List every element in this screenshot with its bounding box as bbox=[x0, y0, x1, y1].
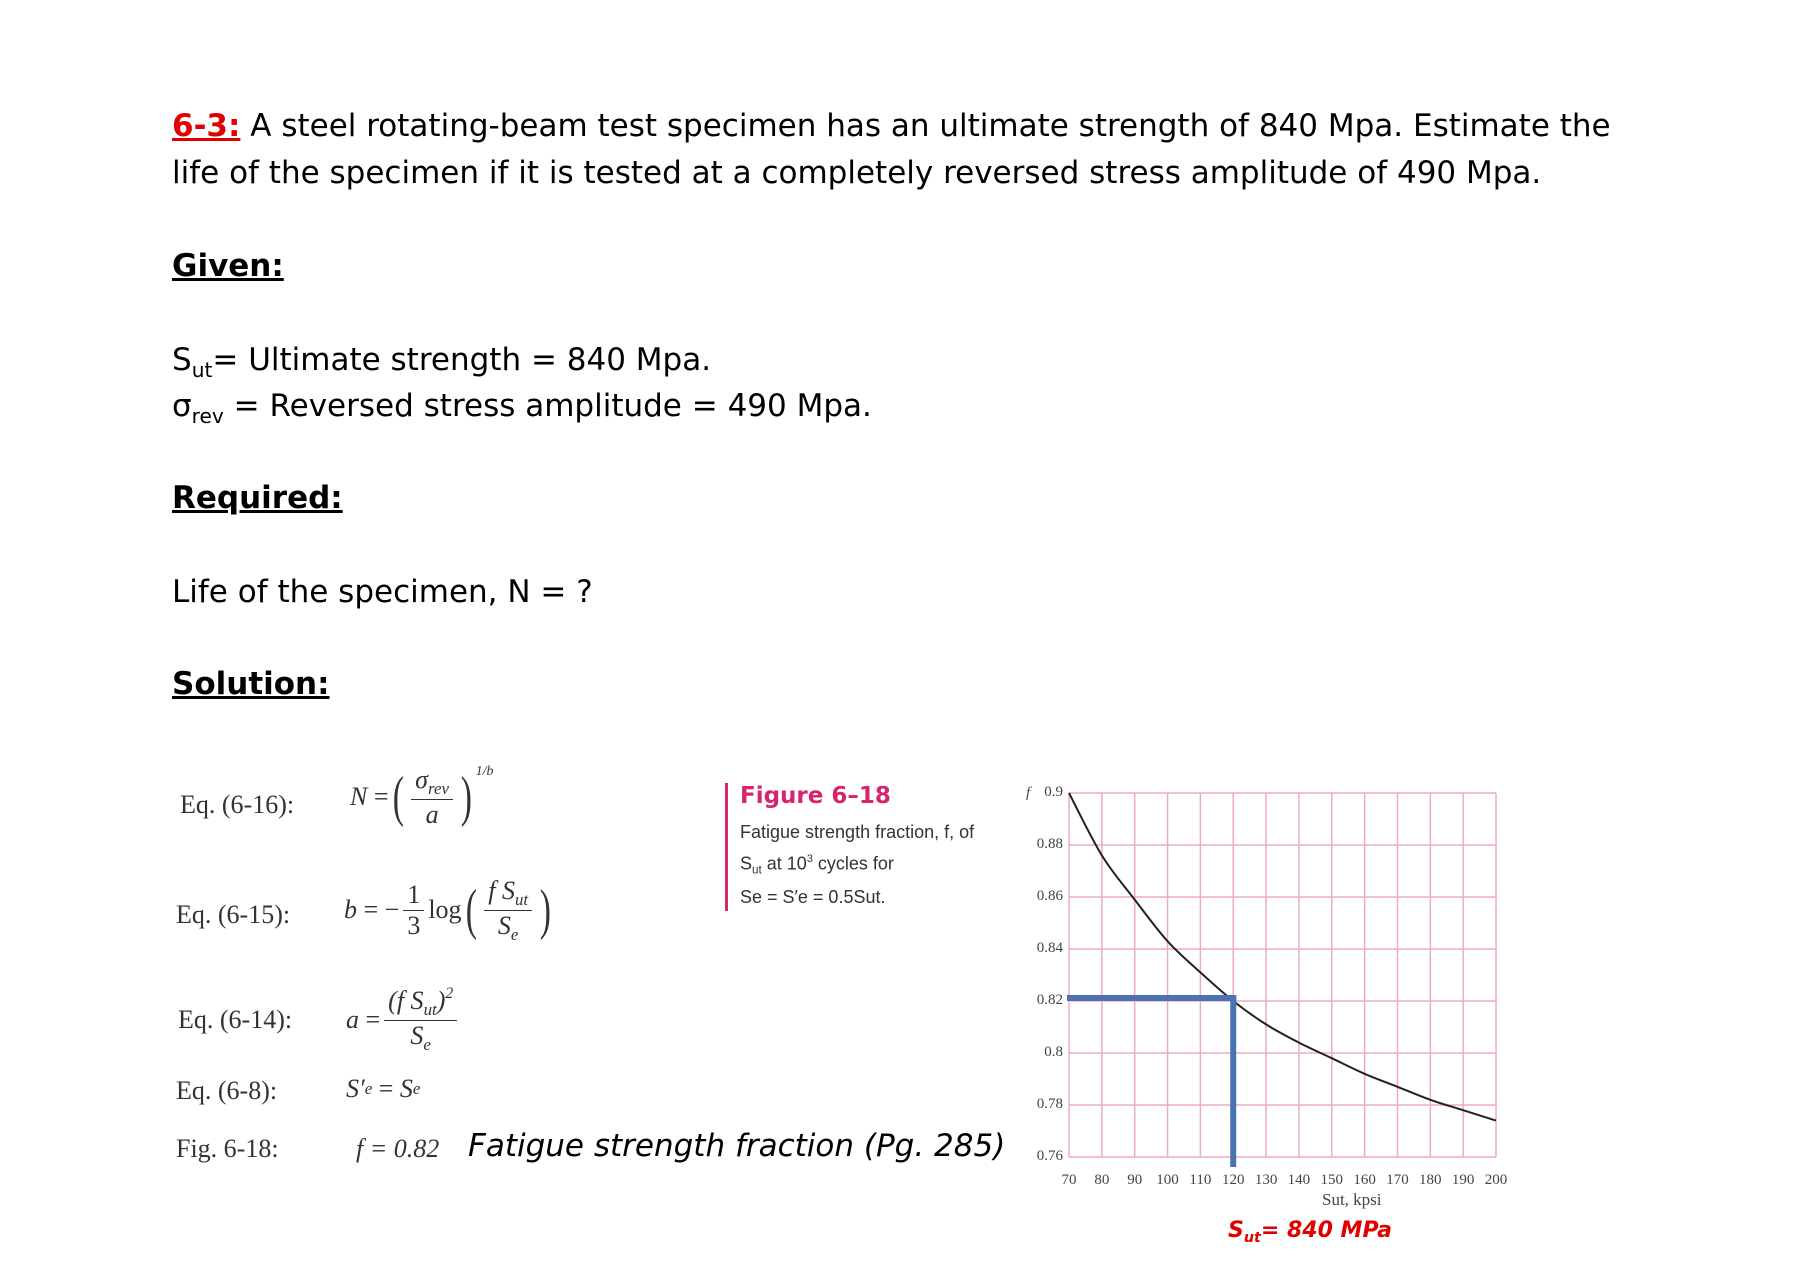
solution-heading: Solution: bbox=[172, 666, 330, 702]
figure-caption bbox=[725, 783, 974, 911]
srev-symbol: σ bbox=[172, 388, 192, 424]
srev-text: = Reversed stress amplitude = 490 Mpa. bbox=[223, 388, 872, 424]
problem-line-1: A steel rotating-beam test specimen has an ultimate strength of 840 Mpa. Estimate the bbox=[250, 108, 1611, 144]
equation-6-14: a = $\frac{(f S_{ut})^2}{S_e}$ bbox=[346, 985, 461, 1055]
given-sut bbox=[172, 342, 711, 382]
x-tick-label: 110 bbox=[1189, 1172, 1212, 1188]
y-tick-label: 0.9 bbox=[1044, 784, 1063, 800]
x-tick-label: 70 bbox=[1061, 1172, 1077, 1188]
fatigue-curve bbox=[1069, 793, 1496, 1121]
sut-annotation: $S_{ut}= 840$ MPa bbox=[1228, 1218, 1393, 1246]
y-tick-label: 0.86 bbox=[1036, 888, 1063, 904]
eq-label-6-16: Eq. (6-16): bbox=[180, 790, 295, 819]
x-tick-label: 150 bbox=[1320, 1172, 1344, 1188]
sut-text: = Ultimate strength = 840 Mpa. bbox=[212, 342, 712, 378]
y-tick-label: 0.82 bbox=[1036, 992, 1063, 1008]
x-tick-label: 170 bbox=[1386, 1172, 1409, 1188]
problem-statement bbox=[172, 108, 1611, 144]
x-tick-label: 80 bbox=[1094, 1172, 1110, 1188]
x-tick-label: 200 bbox=[1484, 1172, 1508, 1188]
sut-symbol: S bbox=[172, 342, 192, 378]
sut-subscript: ut bbox=[191, 358, 213, 383]
x-tick-label: 140 bbox=[1287, 1172, 1311, 1188]
x-axis-label: Sut, kpsi bbox=[1322, 1190, 1382, 1209]
given-heading: Given: bbox=[172, 248, 284, 284]
caption-line-2: $S_{ut}$ at $10^3$ cycles for bbox=[740, 853, 894, 877]
fatigue-fraction-chart bbox=[1020, 770, 1680, 1230]
x-tick-label: 130 bbox=[1254, 1172, 1278, 1188]
given-srev bbox=[172, 388, 872, 428]
eq-label-6-15: Eq. (6-15): bbox=[176, 900, 291, 929]
f-value: f = 0.82 bbox=[356, 1134, 440, 1163]
x-tick-label: 120 bbox=[1221, 1172, 1245, 1188]
x-tick-label: 190 bbox=[1451, 1172, 1475, 1188]
y-tick-label: 0.78 bbox=[1036, 1096, 1063, 1112]
eq-label-6-8: Eq. (6-8): bbox=[176, 1076, 278, 1105]
y-axis-label: f bbox=[1026, 785, 1031, 801]
srev-subscript: rev bbox=[191, 404, 224, 429]
figure-title: Figure 6–18 bbox=[740, 783, 891, 809]
caption-line-1: Fatigue strength fraction, f, of bbox=[740, 822, 975, 842]
x-tick-label: 180 bbox=[1419, 1172, 1442, 1188]
equation-6-16: N = ( $\frac{\sigma_{rev}}{a}$ ) $^{1/b}$ bbox=[350, 764, 494, 829]
y-tick-label: 0.76 bbox=[1036, 1148, 1063, 1164]
fig-label-6-18: Fig. 6-18: bbox=[176, 1134, 279, 1163]
y-tick-label: 0.84 bbox=[1036, 940, 1063, 956]
x-tick-label: 90 bbox=[1127, 1172, 1143, 1188]
caption-line-3: Se = S′e = 0.5Sut. bbox=[740, 886, 886, 907]
equation-6-15: b = − $\frac{1}{3}$ log ( $\frac{f S_{ut}}{S_e}$ ) bbox=[344, 876, 552, 944]
eq-label-6-14: Eq. (6-14): bbox=[178, 1005, 293, 1034]
fig-note: Fatigue strength fraction (Pg. 285) bbox=[468, 1128, 1006, 1164]
required-text: Life of the specimen, N = ? bbox=[172, 574, 593, 610]
x-tick-label: 160 bbox=[1353, 1172, 1376, 1188]
y-tick-label: 0.8 bbox=[1044, 1044, 1063, 1060]
required-heading: Required: bbox=[172, 480, 343, 516]
y-tick-label: 0.88 bbox=[1036, 836, 1063, 852]
problem-line-2: life of the specimen if it is tested at a completely reversed stress amplitude of 490 Mpa. bbox=[172, 155, 1542, 191]
x-tick-label: 100 bbox=[1156, 1172, 1179, 1188]
equation-6-8: S′ e = S e bbox=[346, 1074, 421, 1103]
problem-number: 6-3: bbox=[172, 108, 241, 144]
